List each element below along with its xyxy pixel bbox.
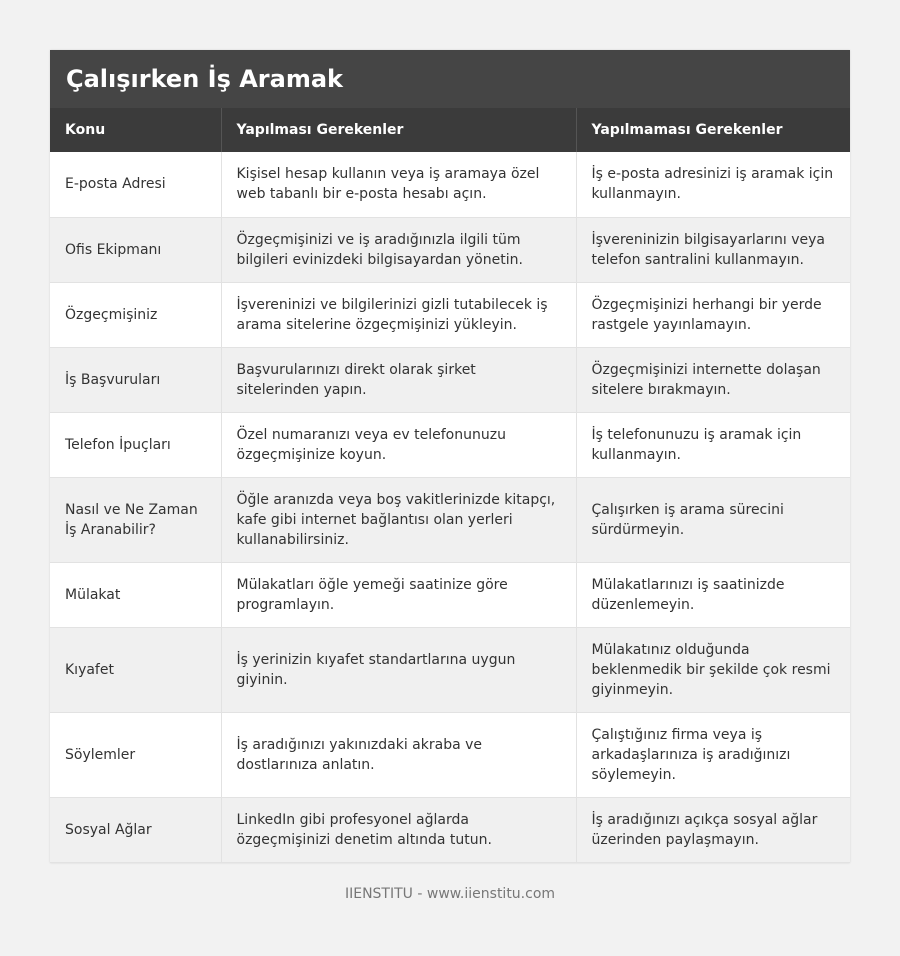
dos-cell: Kişisel hesap kullanın veya iş aramaya özel web tabanlı bir e-posta hesabı açın.	[221, 152, 576, 217]
table-row	[50, 797, 850, 862]
topic-cell: E-posta Adresi	[50, 152, 221, 217]
table-row	[50, 712, 850, 797]
donts-cell: Çalışırken iş arama sürecini sürdürmeyin.	[576, 477, 850, 562]
donts-cell: Özgeçmişinizi internette dolaşan sitelere bırakmayın.	[576, 347, 850, 412]
dos-cell: İş aradığınızı yakınızdaki akraba ve dostlarınıza anlatın.	[221, 712, 576, 797]
donts-cell: Çalıştığınız firma veya iş arkadaşlarınıza iş aradığınızı söylemeyin.	[576, 712, 850, 797]
column-header-dos: Yapılması Gerekenler	[221, 108, 576, 152]
table-row	[50, 217, 850, 282]
dos-cell: Öğle aranızda veya boş vakitlerinizde kitapçı, kafe gibi internet bağlantısı olan yerleri kullanabilirsiniz.	[221, 477, 576, 562]
topic-cell: Ofis Ekipmanı	[50, 217, 221, 282]
topic-cell: Söylemler	[50, 712, 221, 797]
dos-cell: Özel numaranızı veya ev telefonunuzu özgeçmişinize koyun.	[221, 412, 576, 477]
dos-cell: İşvereninizi ve bilgilerinizi gizli tutabilecek iş arama sitelerine özgeçmişinizi yükleyin.	[221, 282, 576, 347]
table-row	[50, 282, 850, 347]
table-row	[50, 152, 850, 217]
column-header-donts: Yapılmaması Gerekenler	[576, 108, 850, 152]
dos-cell: LinkedIn gibi profesyonel ağlarda özgeçmişinizi denetim altında tutun.	[221, 797, 576, 862]
footer-credit: IIENSTITU - www.iienstitu.com	[344, 886, 556, 902]
topic-cell: Özgeçmişiniz	[50, 282, 221, 347]
table-header-row	[50, 108, 850, 152]
page-title: Çalışırken İş Aramak	[50, 50, 850, 108]
dos-cell: Mülakatları öğle yemeği saatinize göre programlayın.	[221, 562, 576, 627]
donts-cell: İş e-posta adresinizi iş aramak için kullanmayın.	[576, 152, 850, 217]
table-row	[50, 477, 850, 562]
topic-cell: Sosyal Ağlar	[50, 797, 221, 862]
donts-cell: Özgeçmişinizi herhangi bir yerde rastgele yayınlamayın.	[576, 282, 850, 347]
donts-cell: İşvereninizin bilgisayarlarını veya telefon santralini kullanmayın.	[576, 217, 850, 282]
column-header-topic: Konu	[50, 108, 221, 152]
donts-cell: İş aradığınızı açıkça sosyal ağlar üzerinden paylaşmayın.	[576, 797, 850, 862]
table-row	[50, 562, 850, 627]
donts-cell: Mülakatınız olduğunda beklenmedik bir şekilde çok resmi giyinmeyin.	[576, 627, 850, 712]
table-card	[50, 50, 850, 863]
dos-cell: Özgeçmişinizi ve iş aradığınızla ilgili tüm bilgileri evinizdeki bilgisayardan yönetin.	[221, 217, 576, 282]
topic-cell: İş Başvuruları	[50, 347, 221, 412]
donts-cell: İş telefonunuzu iş aramak için kullanmayın.	[576, 412, 850, 477]
guidelines-table	[50, 108, 850, 863]
dos-cell: Başvurularınızı direkt olarak şirket sitelerinden yapın.	[221, 347, 576, 412]
dos-cell: İş yerinizin kıyafet standartlarına uygun giyinin.	[221, 627, 576, 712]
topic-cell: Kıyafet	[50, 627, 221, 712]
table-row	[50, 627, 850, 712]
topic-cell: Telefon İpuçları	[50, 412, 221, 477]
topic-cell: Mülakat	[50, 562, 221, 627]
table-row	[50, 347, 850, 412]
table-row	[50, 412, 850, 477]
donts-cell: Mülakatlarınızı iş saatinizde düzenlemeyin.	[576, 562, 850, 627]
topic-cell: Nasıl ve Ne Zaman İş Aranabilir?	[50, 477, 221, 562]
